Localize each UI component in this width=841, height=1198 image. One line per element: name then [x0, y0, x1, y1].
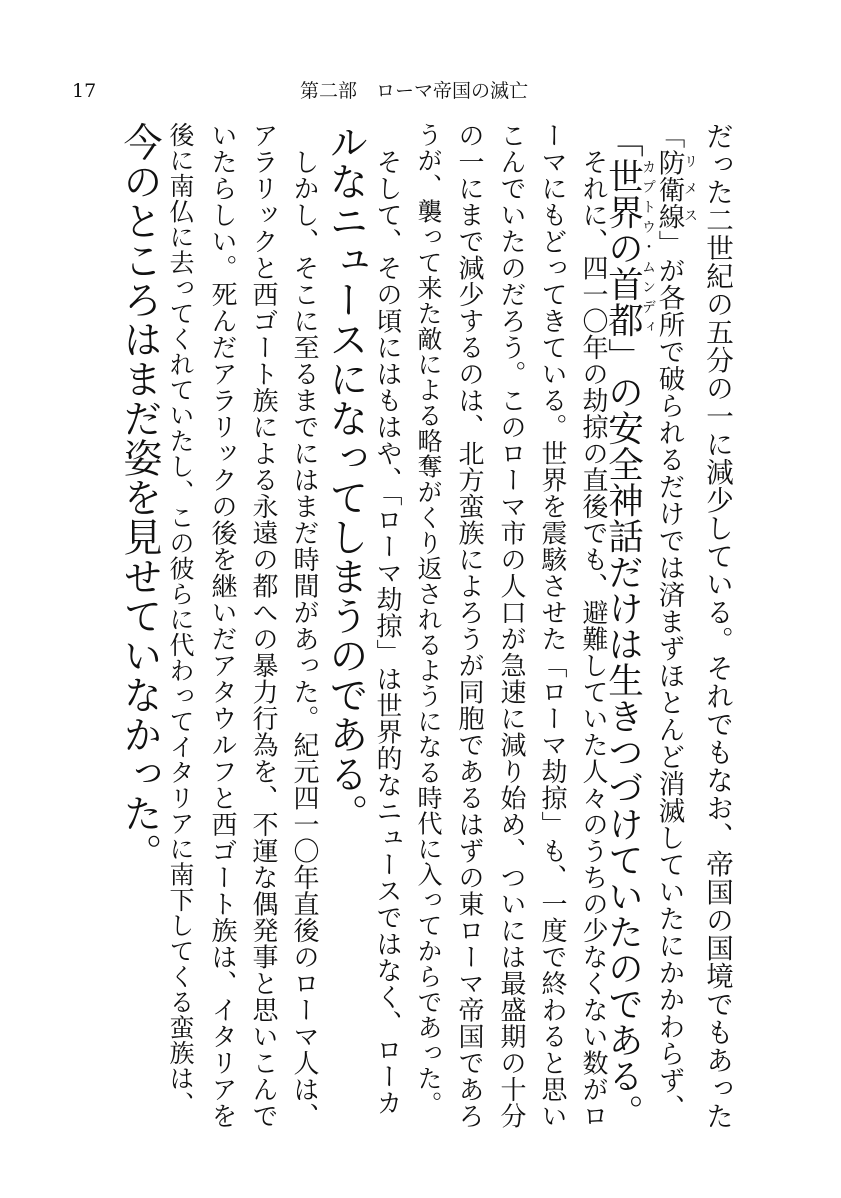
- ruby-caput-mundi-reading: カプトウ・ムンディ: [640, 158, 656, 338]
- text-line-15: 今のところはまだ姿を見せていなかった。: [117, 122, 162, 873]
- text-line-12: アラリックと西ゴート族による永遠の都への暴力行為を、不運な偶発事と思いこんで: [248, 122, 278, 1129]
- text-line-4: それに、四一〇年の劫掠の直後でも、避難していた人々のうちの少なくない数がロ: [578, 122, 608, 1129]
- text-line-2-open-bracket: 「: [653, 122, 685, 149]
- text-line-13: いたらしい。死んだアラリックの後を継いだアタウルフと西ゴート族は、イタリアを: [207, 122, 237, 1129]
- ruby-limes-reading: リメス: [682, 149, 698, 230]
- text-line-2-rest: 」が各所で破られるだけでは済まずほとんど消滅していたにかかわらず、: [653, 230, 685, 1121]
- page-number: 17: [72, 80, 97, 102]
- text-line-1: だった二世紀の五分の一に減少している。それでもなお、帝国の国境でもあった: [701, 122, 733, 1130]
- text-line-3-rest: 」の安全神話だけは生きつづけていたのである。: [602, 338, 644, 1130]
- text-line-7: の一にまで減少するのは、北方蛮族によろうが同胞であるはずの東ローマ帝国であろ: [454, 122, 484, 1129]
- text-line-10: ルなニュースになってしまうのである。: [323, 122, 368, 833]
- text-line-11: しかし、そこに至るまでにはまだ時間があった。紀元四一〇年直後のローマ人は、: [289, 122, 319, 1129]
- text-line-5: ーマにもどってきている。世界を震駭させた「ローマ劫掠」も、一度で終わると思い: [537, 122, 567, 1129]
- text-line-6: こんでいたのだろう。このローマ市の人口が急速に減り始め、ついには最盛期の十分: [496, 122, 526, 1129]
- text-line-3-open-bracket: 「: [602, 122, 644, 158]
- running-title: 第二部 ローマ帝国の滅亡: [300, 80, 529, 102]
- page-header: [0, 78, 841, 108]
- ruby-limes-base: 防衛線: [653, 149, 685, 230]
- text-line-8: うが、襲って来た敵による略奪がくり返されるようになる時代に入ってからであった。: [414, 122, 443, 1117]
- ruby-caput-mundi-base: 世界の首都: [602, 158, 644, 338]
- text-line-3: [602, 122, 656, 1130]
- text-line-9: そして、その頃にはもはや、「ローマ劫掠」は世界的なニュースではなく、ローカ: [372, 122, 402, 1116]
- text-line-2: [655, 122, 697, 1121]
- ruby-limes: [653, 149, 698, 230]
- text-line-14: 後に南仏に去ってくれていたし、この彼らに代わってイタリアに南下してくる蛮族は、: [166, 122, 195, 1117]
